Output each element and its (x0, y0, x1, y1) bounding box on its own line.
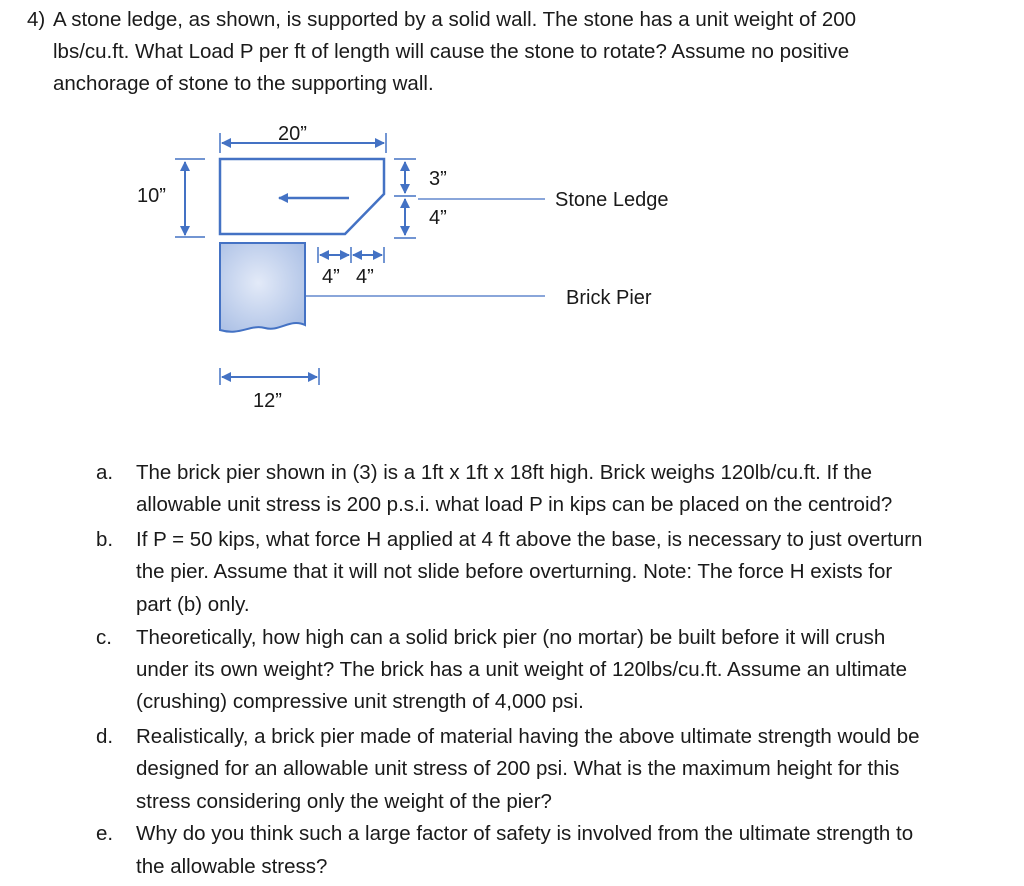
part-d-line-2: designed for an allowable unit stress of 200 psi. What is the maximum height for this (136, 757, 900, 780)
question-line-2: lbs/cu.ft. What Load P per ft of length will cause the stone to rotate? Assume no positive (53, 40, 850, 63)
dim-3-label: 3” (429, 168, 447, 190)
stone-ledge-outline (220, 159, 384, 234)
part-b-line-3: part (b) only. (136, 593, 250, 616)
dim-4b-label: 4” (356, 266, 374, 288)
question-line-1: A stone ledge, as shown, is supported by a solid wall. The stone has a unit weight of 200 (53, 8, 857, 31)
part-c-line-3: (crushing) compressive unit strength of 4,000 psi. (136, 690, 584, 713)
part-c-line-2: under its own weight? The brick has a unit weight of 120lbs/cu.ft. Assume an ultimate (136, 658, 908, 681)
question-line-3: anchorage of stone to the supporting wall. (53, 72, 434, 95)
question-number: 4) (27, 8, 46, 31)
part-d-line-3: stress considering only the weight of the pier? (136, 790, 552, 813)
part-a-line-2: allowable unit stress is 200 p.s.i. what load P in kips can be placed on the centroid? (136, 493, 893, 516)
part-b-line-2: the pier. Assume that it will not slide before overturning. Note: The force H exists for (136, 560, 893, 583)
part-d-letter: d. (96, 725, 114, 748)
part-a-letter: a. (96, 461, 114, 484)
part-e-line-1: Why do you think such a large factor of safety is involved from the ultimate strength to (136, 822, 914, 845)
dim-4-right-label: 4” (429, 207, 447, 229)
part-b-letter: b. (96, 528, 114, 551)
brick-pier-label: Brick Pier (566, 287, 652, 309)
dim-4a-label: 4” (322, 266, 340, 288)
dim-bottom-label: 12” (253, 390, 282, 412)
part-b-line-1: If P = 50 kips, what force H applied at 4 ft above the base, is necessary to just overturn (136, 528, 923, 551)
part-a-line-1: The brick pier shown in (3) is a 1ft x 1ft x 18ft high. Brick weighs 120lb/cu.ft. If the (136, 461, 873, 484)
brick-pier (220, 243, 305, 332)
part-c-letter: c. (96, 626, 112, 649)
part-e-letter: e. (96, 822, 114, 845)
part-e-line-2: the allowable stress? (136, 855, 328, 878)
part-c-line-1: Theoretically, how high can a solid brick pier (no mortar) be built before it will crush (136, 626, 886, 649)
dim-top-label: 20” (278, 123, 307, 145)
stone-ledge-label: Stone Ledge (555, 189, 669, 211)
dim-left-label: 10” (137, 185, 166, 207)
part-d-line-1: Realistically, a brick pier made of material having the above ultimate strength would be (136, 725, 920, 748)
